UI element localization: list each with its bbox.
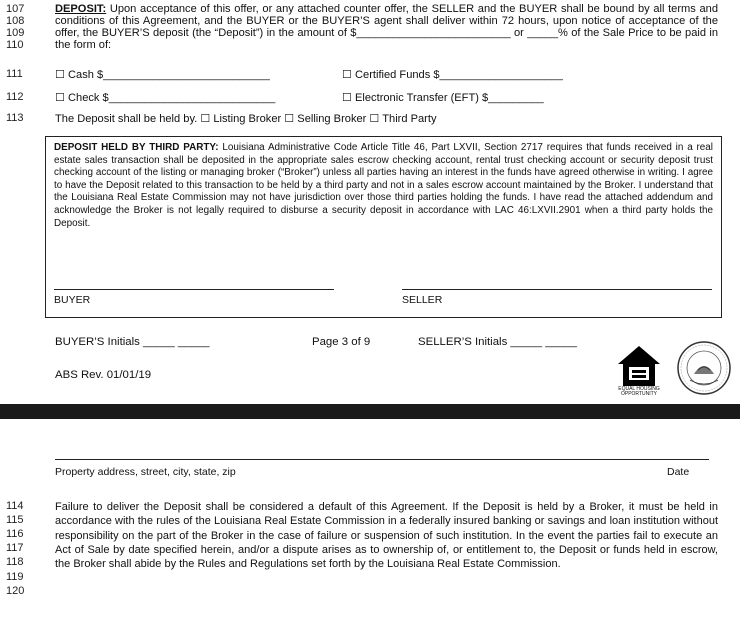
- eft-option[interactable]: ☐ Electronic Transfer (EFT) $_________: [342, 92, 544, 104]
- line-number: 108: [6, 15, 25, 27]
- address-line[interactable]: [55, 459, 709, 460]
- third-party-deposit-box: [45, 136, 722, 318]
- address-label: Property address, street, city, state, zip: [55, 466, 236, 478]
- third-party-text: [54, 142, 713, 230]
- state-seal-icon: [676, 340, 732, 396]
- seller-label: SELLER: [402, 294, 443, 306]
- deposit-default-paragraph: Failure to deliver the Deposit shall be considered a default of this Agreement. If the Deposit is held by a Broker, it must be held in accordance with the rules of the Louisiana Real Estate Commission in a federally insured banking or savings and loan institution without responsibility on the part of the Broker in the case of failure or suspension of such institution. In the event the parties fail to execute an Act of Sale by date specified herein, and/or a dispute arises as to ownership of, or entitlement to, the Deposit or funds held in escrow, the Broker shall abide by the Rules and Regulations set forth by the Louisiana Real Estate Commission.: [55, 501, 718, 571]
- third-party-heading: DEPOSIT HELD BY THIRD PARTY:: [54, 142, 219, 153]
- seller-initials[interactable]: SELLER’S Initials _____ _____: [418, 336, 577, 348]
- equal-housing-logo: [616, 344, 662, 398]
- third-party-body: Louisiana Administrative Code Article Title 46, Part LXVII, Section 2717 requires that funds received in a real estate sales transaction shall be deposited in the appropriate sales escrow checking account, rental trust checking account or security deposit trust checking account of the listing or managing broker (“Broker”) unless all parties having an interest in the funds have agreed otherwise in writing. I agree to have the Deposit related to this transaction to be held by a third party and not in a sales escrow account maintained by the Broker. I understand that the Louisiana Real Estate Commission may not have jurisdiction over those third parties holding the funds. I have read the attached addendum and acknowledge the Broker is not legally required to disburse a security deposit in accordance with LAC 46:LXVII.2901 when a third party holds the Deposit.: [54, 142, 713, 229]
- line-number: 119: [6, 571, 24, 583]
- line-number: 110: [6, 39, 24, 51]
- page-break-band: [0, 404, 740, 419]
- line-number: 109: [6, 27, 25, 39]
- line-number: 116: [6, 528, 24, 540]
- revision-label: ABS Rev. 01/01/19: [55, 369, 152, 381]
- line-number: 111: [6, 68, 23, 80]
- page-number: Page 3 of 9: [312, 336, 371, 348]
- deposit-paragraph: [55, 3, 718, 51]
- date-label: Date: [667, 466, 690, 478]
- line-number: 107: [6, 3, 25, 15]
- line-number: 113: [6, 112, 24, 124]
- deposit-heading: DEPOSIT:: [55, 3, 107, 15]
- buyer-signature-line[interactable]: [54, 289, 334, 290]
- line-number: 120: [6, 585, 25, 597]
- cash-option[interactable]: ☐ Cash $___________________________: [55, 69, 270, 81]
- buyer-initials[interactable]: BUYER’S Initials _____ _____: [55, 336, 210, 348]
- buyer-label: BUYER: [54, 294, 91, 306]
- deposit-body: Upon acceptance of this offer, or any attached counter offer, the SELLER and the BUYER shall be bound by all terms and conditions of this Agreement, and the BUYER or the BUYER’S agent shall deliver within 72 hours, upon notice of acceptance of the offer, the BUYER’S deposit (the “Deposit”) in the amount of $_________________________ or _____% of the Sale Price to be paid in the form of:: [55, 3, 718, 51]
- equal-housing-text: EQUAL HOUSING OPPORTUNITY: [618, 386, 660, 397]
- line-number: 115: [6, 514, 24, 526]
- line-number: 114: [6, 500, 24, 512]
- louisiana-commission-seal: [676, 340, 732, 396]
- line-number: 117: [6, 542, 24, 554]
- deposit-held-by[interactable]: The Deposit shall be held by. ☐ Listing Broker ☐ Selling Broker ☐ Third Party: [55, 113, 437, 125]
- seller-signature-line[interactable]: [402, 289, 712, 290]
- certified-funds-option[interactable]: ☐ Certified Funds $____________________: [342, 69, 563, 81]
- line-number: 112: [6, 91, 24, 103]
- check-option[interactable]: ☐ Check $___________________________: [55, 92, 276, 104]
- line-number: 118: [6, 556, 24, 568]
